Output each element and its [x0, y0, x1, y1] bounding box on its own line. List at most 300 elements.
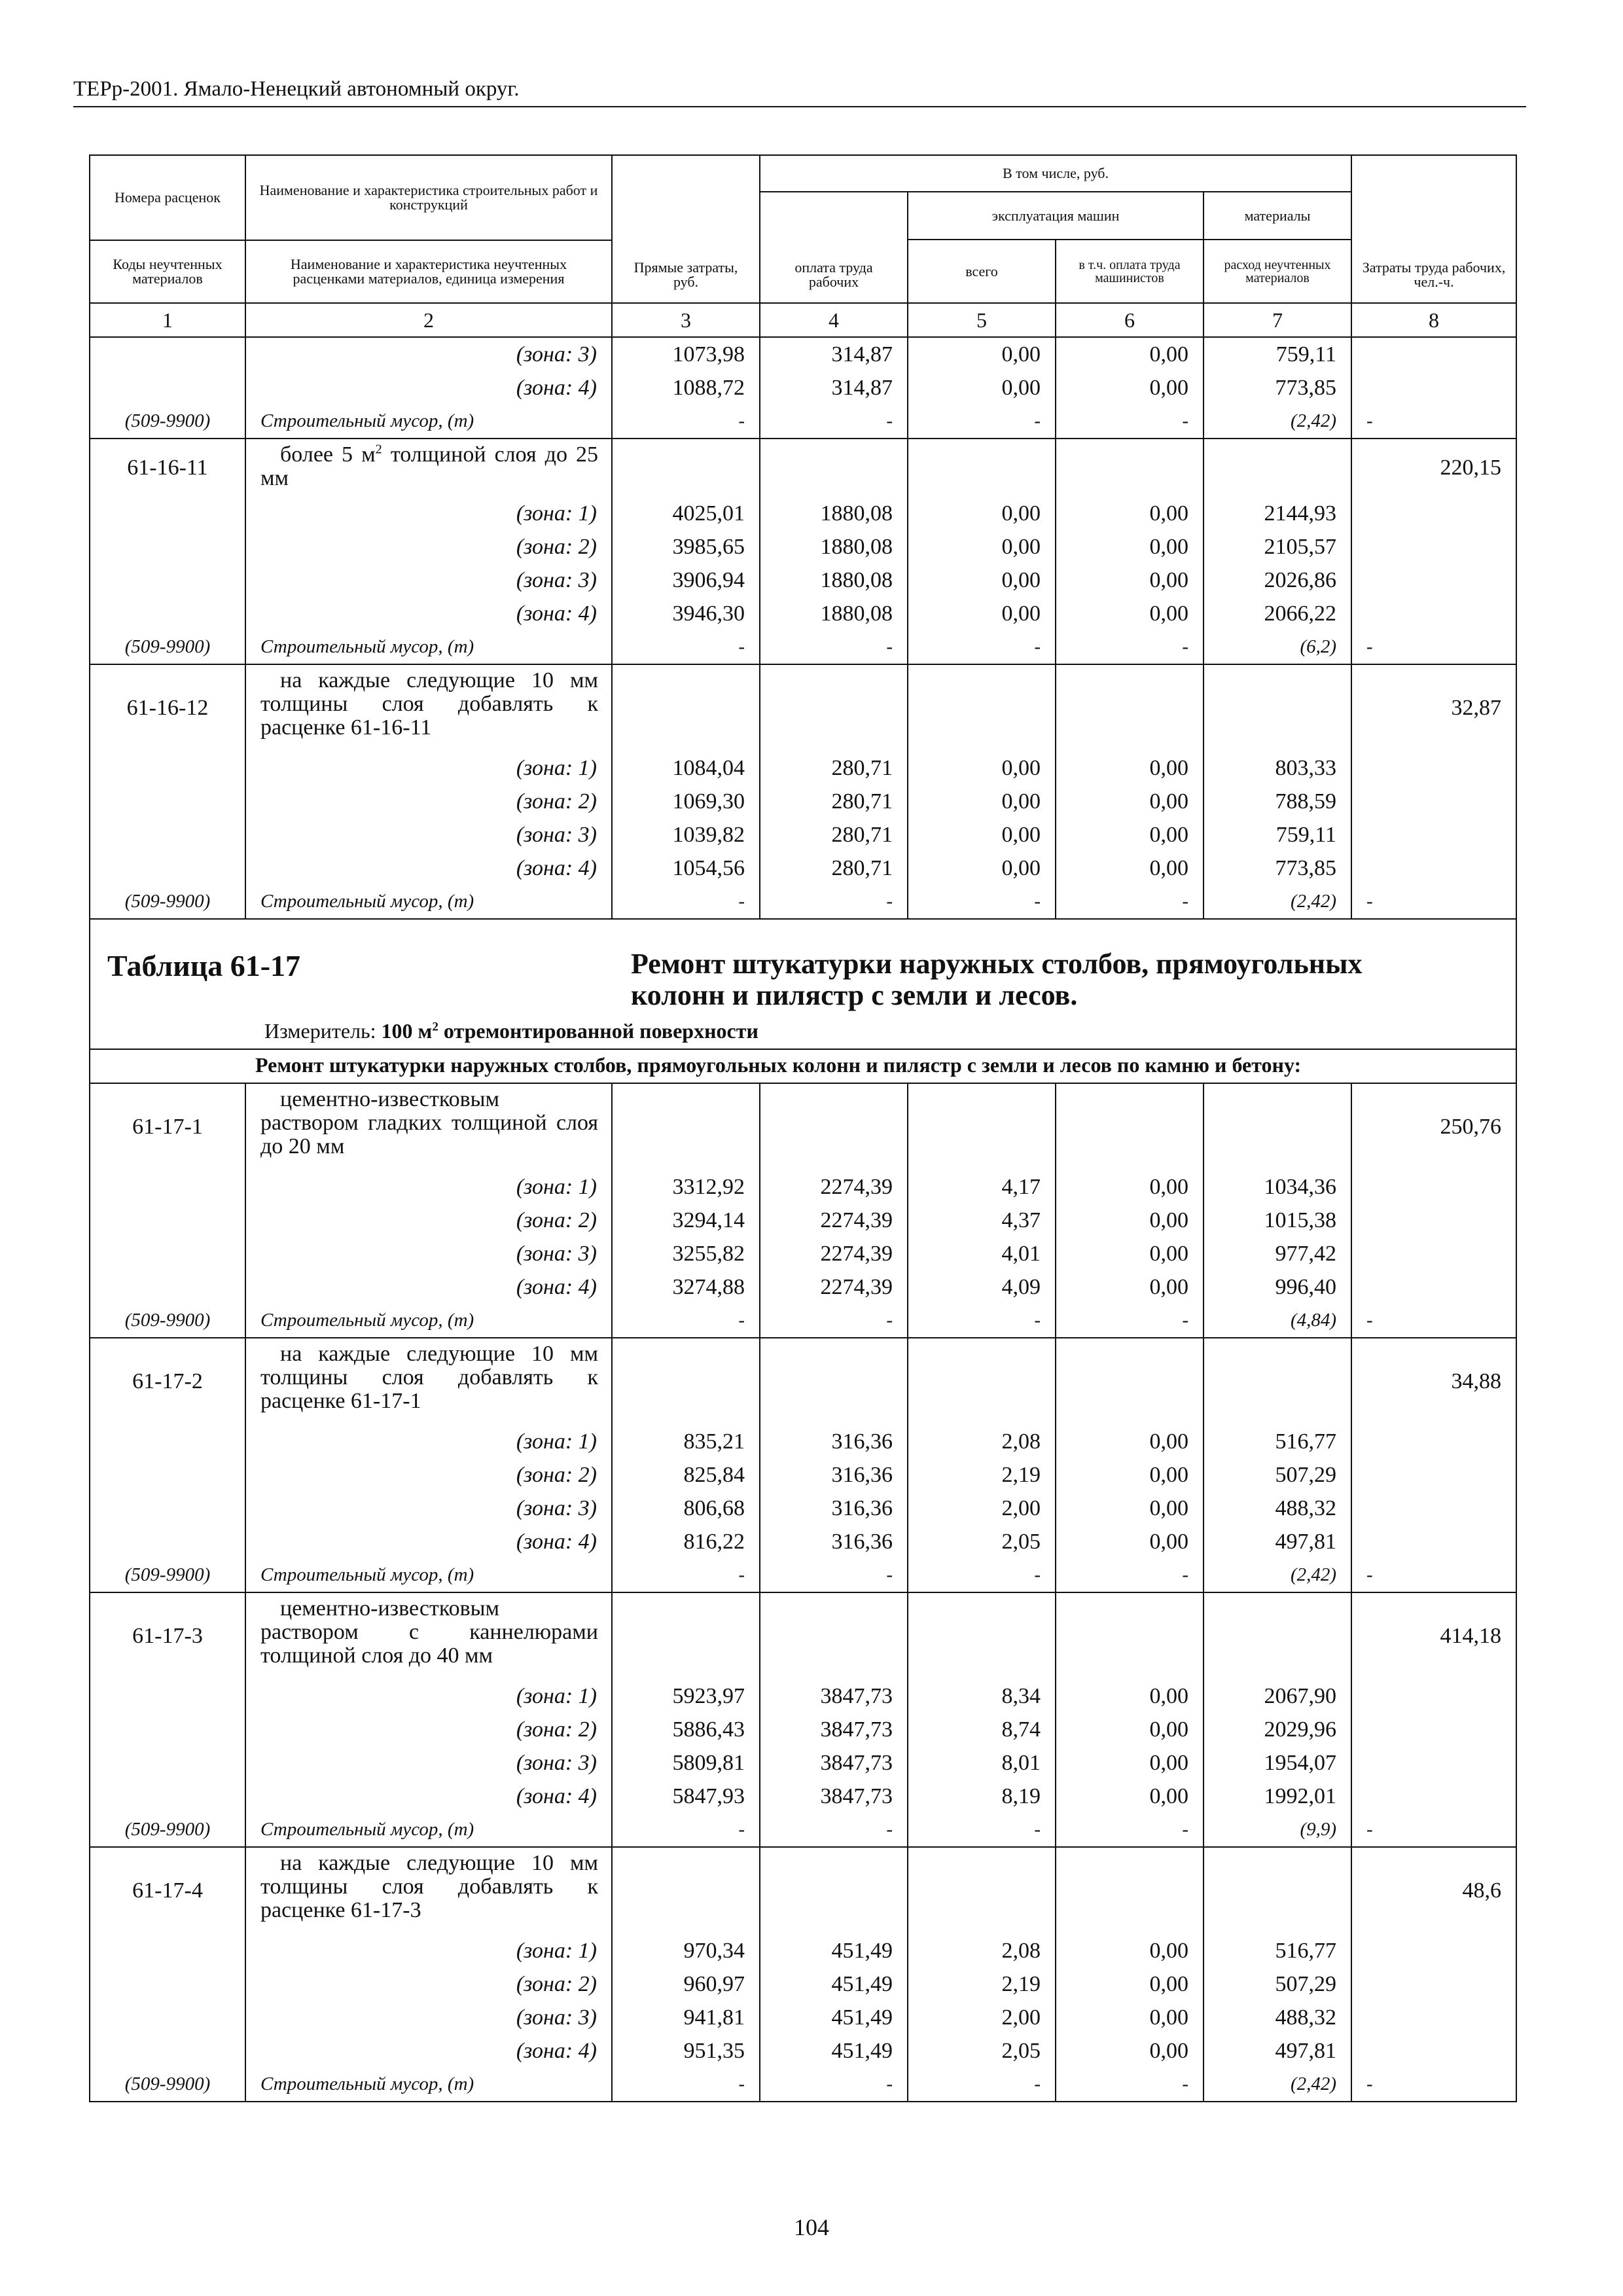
labor-pay: 3847,73 [820, 1717, 893, 1742]
empty-line [98, 2001, 237, 2034]
machines-cell [908, 439, 1056, 664]
machinists-pay: 0,00 [1149, 1751, 1188, 1775]
header-machines-total: всего [908, 240, 1056, 303]
machines-total: 0,00 [1001, 823, 1041, 847]
materials-cost: 2144,93 [1264, 501, 1337, 526]
description-text: толщиной слоя до 25 мм [260, 442, 598, 490]
machinists-cell [1056, 439, 1204, 664]
materials-cost: 507,29 [1275, 1463, 1337, 1487]
materials-cell [1204, 337, 1351, 439]
cell-spacer [1064, 439, 1195, 497]
cell-spacer [1360, 1651, 1508, 1679]
cell-spacer [916, 1848, 1047, 1934]
description-cell [245, 1083, 612, 1338]
cell-spacer [1360, 1396, 1508, 1425]
cell-spacer [98, 723, 237, 751]
empty-line [98, 497, 237, 530]
empty-line [98, 785, 237, 818]
materials-cost: 773,85 [1275, 376, 1337, 400]
cell-spacer [1360, 1848, 1508, 1876]
cell-spacer [1064, 1338, 1195, 1425]
labor-pay: 280,71 [831, 823, 893, 847]
empty-line [1360, 2001, 1508, 2034]
cell-spacer [98, 1651, 237, 1679]
labor-cell [760, 1847, 908, 2102]
hours-cell [1351, 1338, 1516, 1592]
machines-cell [908, 1338, 1056, 1592]
direct-cost: 1073,98 [672, 342, 745, 367]
zone-label: (зона: 2) [516, 535, 597, 559]
labor-pay: - [886, 1564, 893, 1585]
zone-label: (зона: 2) [516, 1208, 597, 1232]
machinists-pay: 0,00 [1149, 1784, 1188, 1808]
machines-total: - [1034, 1310, 1041, 1331]
machines-cell [908, 1083, 1056, 1338]
labor-pay: 280,71 [831, 856, 893, 880]
cell-spacer [620, 1084, 751, 1170]
direct-cost: - [738, 1819, 745, 1840]
cell-spacer [620, 439, 751, 497]
description-cell [245, 1847, 612, 2102]
header-labor-hours: Затраты труда рабочих, чел.-ч. [1351, 155, 1516, 303]
machines-cell [908, 337, 1056, 439]
material-code: (509-9900) [124, 1310, 211, 1331]
description-cell [245, 337, 612, 439]
direct-cost: - [738, 410, 745, 431]
rate-row [90, 337, 1516, 439]
machines-total: - [1034, 1564, 1041, 1585]
labor-pay: - [886, 410, 893, 431]
measure-unit: Измеритель: 100 $м^2$ отремонтированной поверхности [264, 1019, 758, 1043]
material-name: Строительный мусор, (т) [260, 410, 474, 431]
empty-line [98, 1458, 237, 1492]
zone-label: (зона: 4) [516, 1784, 597, 1808]
empty-line [98, 1492, 237, 1525]
labor-pay: 316,36 [831, 1530, 893, 1554]
empty-line [98, 371, 237, 404]
labor-pay: 314,87 [831, 342, 893, 367]
labor-hours: - [1366, 410, 1373, 431]
cell-spacer [98, 1905, 237, 1934]
labor-pay: 3847,73 [820, 1784, 893, 1808]
cell-spacer [98, 1084, 237, 1113]
empty-line [98, 530, 237, 564]
cell-spacer [1360, 1593, 1508, 1622]
labor-hours: 48,6 [1462, 1878, 1502, 1903]
machinists-cell [1056, 1592, 1204, 1847]
column-number: 7 [1204, 303, 1351, 337]
code-cell [90, 1847, 245, 2102]
cell-spacer [1360, 1084, 1508, 1113]
empty-line [1360, 1270, 1508, 1304]
hours-cell [1351, 337, 1516, 439]
empty-line [1360, 564, 1508, 597]
machines-total: 2,19 [1001, 1972, 1041, 1996]
materials-cost: 977,42 [1275, 1242, 1337, 1266]
section-heading: Ремонт штукатурки наружных столбов, прямоугольных колонн и пилястр с земли и лесов по камню и бетону: [255, 1053, 1302, 1077]
empty-line [1360, 785, 1508, 818]
zone-label: (зона: 1) [516, 756, 597, 780]
cell-spacer [620, 1593, 751, 1679]
cell-spacer [620, 665, 751, 751]
machines-cell [908, 664, 1056, 919]
labor-hours: 32,87 [1451, 696, 1502, 720]
machines-total: 2,08 [1001, 1429, 1041, 1454]
cell-spacer [1064, 1593, 1195, 1679]
zone-label: (зона: 3) [516, 1496, 597, 1520]
labor-pay: 1880,08 [820, 501, 893, 526]
material-name: Строительный мусор, (т) [260, 1310, 474, 1331]
zone-label: (зона: 4) [516, 376, 597, 400]
header-unaccounted-materials: расход неучтенных материалов [1204, 240, 1351, 303]
direct-cost: 816,22 [683, 1530, 745, 1554]
cell-spacer [768, 1848, 899, 1934]
materials-cost: 1034,36 [1264, 1175, 1337, 1199]
materials-cost: 803,33 [1275, 756, 1337, 780]
direct-cell [612, 439, 760, 664]
header-direct-costs: Прямые затраты, руб. [612, 155, 760, 303]
empty-line [1360, 497, 1508, 530]
machines-total: 0,00 [1001, 342, 1041, 367]
labor-pay: - [886, 891, 893, 912]
labor-hours: 220,15 [1440, 456, 1502, 480]
zone-label: (зона: 4) [516, 1275, 597, 1299]
direct-cost: 3312,92 [672, 1175, 745, 1199]
labor-cell [760, 1338, 908, 1592]
header-rule [73, 106, 1526, 107]
table-header [90, 155, 1516, 337]
cell-spacer [1212, 1338, 1343, 1425]
machinists-pay: 0,00 [1149, 2039, 1188, 2063]
material-consumption: (9,9) [1300, 1819, 1337, 1840]
zone-label: (зона: 4) [516, 1530, 597, 1554]
hours-cell [1351, 439, 1516, 664]
empty-line [1360, 371, 1508, 404]
machines-total: 8,74 [1001, 1717, 1041, 1742]
zone-label: (зона: 1) [516, 1429, 597, 1454]
machines-total: - [1034, 2073, 1041, 2094]
header-machines: эксплуатация машин [908, 192, 1204, 240]
machines-total: 4,09 [1001, 1275, 1041, 1299]
direct-cost: 4025,01 [672, 501, 745, 526]
direct-cost: 5886,43 [672, 1717, 745, 1742]
hours-cell [1351, 1083, 1516, 1338]
labor-hours: 34,88 [1451, 1369, 1502, 1393]
materials-cost: 1954,07 [1264, 1751, 1337, 1775]
labor-pay: 2274,39 [820, 1175, 893, 1199]
labor-hours: 414,18 [1440, 1624, 1502, 1648]
empty-line [98, 1679, 237, 1713]
machines-total: 4,37 [1001, 1208, 1041, 1232]
empty-line [1360, 530, 1508, 564]
material-name: Строительный мусор, (т) [260, 891, 474, 912]
machines-total: 2,05 [1001, 1530, 1041, 1554]
empty-line [1360, 1967, 1508, 2001]
empty-line [98, 1204, 237, 1237]
empty-line [1360, 597, 1508, 630]
material-name: Строительный мусор, (т) [260, 2073, 474, 2094]
materials-cost: 2029,96 [1264, 1717, 1337, 1742]
zone-label: (зона: 1) [516, 1684, 597, 1708]
direct-cost: - [738, 1310, 745, 1331]
labor-hours: - [1366, 1310, 1373, 1331]
machines-total: 0,00 [1001, 376, 1041, 400]
machinists-pay: 0,00 [1149, 1275, 1188, 1299]
empty-line [98, 751, 237, 785]
labor-pay: 1880,08 [820, 535, 893, 559]
code-cell [90, 1592, 245, 1847]
cell-spacer [98, 439, 237, 454]
labor-pay: 280,71 [831, 756, 893, 780]
cell-spacer [1212, 1593, 1343, 1679]
machinists-pay: 0,00 [1149, 1429, 1188, 1454]
cell-spacer [620, 1848, 751, 1934]
direct-cell [612, 1847, 760, 2102]
material-name: Строительный мусор, (т) [260, 636, 474, 657]
direct-cost: 3906,94 [672, 568, 745, 592]
cell-spacer [1064, 1084, 1195, 1170]
empty-line [1360, 1458, 1508, 1492]
materials-cost: 2067,90 [1264, 1684, 1337, 1708]
machinists-pay: - [1182, 410, 1188, 431]
machines-cell [908, 1847, 1056, 2102]
materials-cost: 497,81 [1275, 2039, 1337, 2063]
direct-cost: 825,84 [683, 1463, 745, 1487]
machinists-pay: - [1182, 636, 1188, 657]
machinists-pay: 0,00 [1149, 1684, 1188, 1708]
header-name: Наименование и характеристика строительных работ и конструкций [245, 155, 612, 240]
machines-total: 8,19 [1001, 1784, 1041, 1808]
column-number: 4 [760, 303, 908, 337]
machines-total: 2,19 [1001, 1463, 1041, 1487]
machines-total: 2,08 [1001, 1939, 1041, 1963]
cell-spacer [916, 439, 1047, 497]
empty-line [1360, 2034, 1508, 2068]
rate-code: 61-17-3 [132, 1624, 203, 1648]
material-consumption: (2,42) [1290, 1564, 1337, 1585]
labor-cell [760, 439, 908, 664]
empty-line [1360, 751, 1508, 785]
labor-pay: - [886, 2073, 893, 2094]
material-code: (509-9900) [124, 891, 211, 912]
rate-description: цементно-известковым раствором гладких толщиной слоя до 20 мм [260, 1087, 598, 1158]
machines-total: 0,00 [1001, 856, 1041, 880]
empty-line [98, 1170, 237, 1204]
code-cell [90, 664, 245, 919]
labor-pay: 316,36 [831, 1429, 893, 1454]
code-cell [90, 439, 245, 664]
cell-spacer [916, 1593, 1047, 1679]
empty-line [1360, 1934, 1508, 1967]
empty-line [98, 597, 237, 630]
labor-cell [760, 1083, 908, 1338]
header-materials: материалы [1204, 192, 1351, 240]
direct-cost: - [738, 636, 745, 657]
cell-spacer [1212, 439, 1343, 497]
rate-code: 61-16-11 [127, 456, 208, 480]
materials-cell [1204, 1338, 1351, 1592]
materials-cost: 507,29 [1275, 1972, 1337, 1996]
direct-cost: 1069,30 [672, 789, 745, 814]
direct-cost: 1084,04 [672, 756, 745, 780]
material-name: Строительный мусор, (т) [260, 1564, 474, 1585]
machines-total: 0,00 [1001, 501, 1041, 526]
machinists-pay: 0,00 [1149, 789, 1188, 814]
machinists-cell [1056, 1847, 1204, 2102]
labor-pay: 314,87 [831, 376, 893, 400]
empty-line [98, 564, 237, 597]
cell-spacer [98, 482, 237, 497]
machinists-pay: 0,00 [1149, 1242, 1188, 1266]
empty-line [98, 1270, 237, 1304]
materials-cell [1204, 664, 1351, 919]
cell-spacer [98, 665, 237, 694]
direct-cell [612, 1338, 760, 1592]
machinists-pay: 0,00 [1149, 535, 1188, 559]
direct-cost: 1039,82 [672, 823, 745, 847]
table-number: Таблица 61-17 [107, 949, 301, 982]
zone-label: (зона: 4) [516, 856, 597, 880]
description-cell [245, 664, 612, 919]
empty-line [98, 852, 237, 885]
rate-row [90, 664, 1516, 919]
machinists-pay: 0,00 [1149, 756, 1188, 780]
labor-pay: - [886, 636, 893, 657]
materials-cost: 2066,22 [1264, 601, 1337, 626]
rate-description: цементно-известковым раствором с каннелюрами толщиной слоя до 40 мм [260, 1596, 598, 1668]
description-sup: 2 [375, 442, 382, 457]
direct-cost: 3294,14 [672, 1208, 745, 1232]
zone-label: (зона: 3) [516, 1242, 597, 1266]
direct-cell [612, 1083, 760, 1338]
machinists-pay: 0,00 [1149, 1496, 1188, 1520]
description-cell [245, 439, 612, 664]
zone-label: (зона: 3) [516, 568, 597, 592]
machines-total: - [1034, 636, 1041, 657]
column-number: 2 [245, 303, 612, 337]
material-code: (509-9900) [124, 636, 211, 657]
material-consumption: (2,42) [1290, 2073, 1337, 2094]
material-code: (509-9900) [124, 1564, 211, 1585]
labor-pay: - [886, 1819, 893, 1840]
labor-pay: 2274,39 [820, 1242, 893, 1266]
direct-cell [612, 337, 760, 439]
materials-cost: 488,32 [1275, 1496, 1337, 1520]
machines-total: 2,00 [1001, 1496, 1041, 1520]
cell-spacer [1064, 665, 1195, 751]
column-number: 6 [1056, 303, 1204, 337]
machinists-pay: 0,00 [1149, 601, 1188, 626]
cell-spacer [1212, 665, 1343, 751]
direct-cost: 3274,88 [672, 1275, 745, 1299]
code-cell [90, 1338, 245, 1592]
machinists-pay: 0,00 [1149, 1463, 1188, 1487]
items-61-16 [90, 439, 1516, 919]
header-material-names: Наименование и характеристика неучтенных расценками материалов, единица измерения [245, 240, 612, 303]
cell-spacer [1360, 665, 1508, 694]
zone-label: (зона: 2) [516, 789, 597, 814]
labor-hours: - [1366, 891, 1373, 912]
zone-label: (зона: 2) [516, 1463, 597, 1487]
empty-line [98, 1425, 237, 1458]
direct-cell [612, 664, 760, 919]
machinists-pay: 0,00 [1149, 1717, 1188, 1742]
cell-spacer [1360, 439, 1508, 454]
labor-pay: - [886, 1310, 893, 1331]
labor-pay: 451,49 [831, 1939, 893, 1963]
cell-spacer [1212, 1084, 1343, 1170]
machines-cell [908, 1592, 1056, 1847]
rate-row [90, 1847, 1516, 2102]
rate-code: 61-17-2 [132, 1369, 203, 1393]
machines-total: 8,01 [1001, 1751, 1041, 1775]
machinists-pay: - [1182, 1310, 1188, 1331]
materials-cost: 1992,01 [1264, 1784, 1337, 1808]
empty-line [1360, 338, 1508, 371]
materials-cost: 2026,86 [1264, 568, 1337, 592]
empty-line [1360, 1237, 1508, 1270]
cell-spacer [1360, 723, 1508, 751]
direct-cost: 3255,82 [672, 1242, 745, 1266]
materials-cost: 759,11 [1275, 342, 1337, 367]
materials-cost: 488,32 [1275, 2005, 1337, 2030]
empty-line [98, 818, 237, 852]
machines-total: - [1034, 410, 1041, 431]
zone-label: (зона: 1) [516, 501, 597, 526]
machinists-pay: 0,00 [1149, 568, 1188, 592]
zone-label: (зона: 1) [516, 1939, 597, 1963]
machinists-cell [1056, 1338, 1204, 1592]
machinists-cell [1056, 337, 1204, 439]
empty-line [1360, 1170, 1508, 1204]
empty-line [1360, 1746, 1508, 1780]
rate-row [90, 439, 1516, 664]
machinists-pay: 0,00 [1149, 856, 1188, 880]
header-including: В том числе, руб. [760, 155, 1351, 192]
cell-spacer [1212, 1848, 1343, 1934]
machines-total: 4,01 [1001, 1242, 1041, 1266]
materials-cost: 996,40 [1275, 1275, 1337, 1299]
labor-hours: - [1366, 2073, 1373, 2094]
zone-label: (зона: 3) [516, 1751, 597, 1775]
machines-total: 0,00 [1001, 601, 1041, 626]
labor-pay: 1880,08 [820, 601, 893, 626]
machines-total: 0,00 [1001, 789, 1041, 814]
direct-cost: 5923,97 [672, 1684, 745, 1708]
rate-code: 61-17-4 [132, 1878, 203, 1903]
cell-spacer [1360, 482, 1508, 497]
empty-line [98, 1713, 237, 1746]
direct-cost: 806,68 [683, 1496, 745, 1520]
cell-spacer [916, 1338, 1047, 1425]
direct-cost: 3985,65 [672, 535, 745, 559]
machinists-pay: 0,00 [1149, 1530, 1188, 1554]
direct-cell [612, 1592, 760, 1847]
cell-spacer [916, 665, 1047, 751]
column-number: 1 [90, 303, 245, 337]
empty-line [1360, 1679, 1508, 1713]
direct-cost: 951,35 [683, 2039, 745, 2063]
empty-line [98, 1525, 237, 1558]
continued-rows [90, 337, 1516, 439]
code-cell [90, 1083, 245, 1338]
hours-cell [1351, 664, 1516, 919]
header-material-codes: Коды неучтенных материалов [90, 240, 245, 303]
hours-cell [1351, 1592, 1516, 1847]
machinists-pay: 0,00 [1149, 342, 1188, 367]
machinists-pay: - [1182, 891, 1188, 912]
labor-cell [760, 337, 908, 439]
